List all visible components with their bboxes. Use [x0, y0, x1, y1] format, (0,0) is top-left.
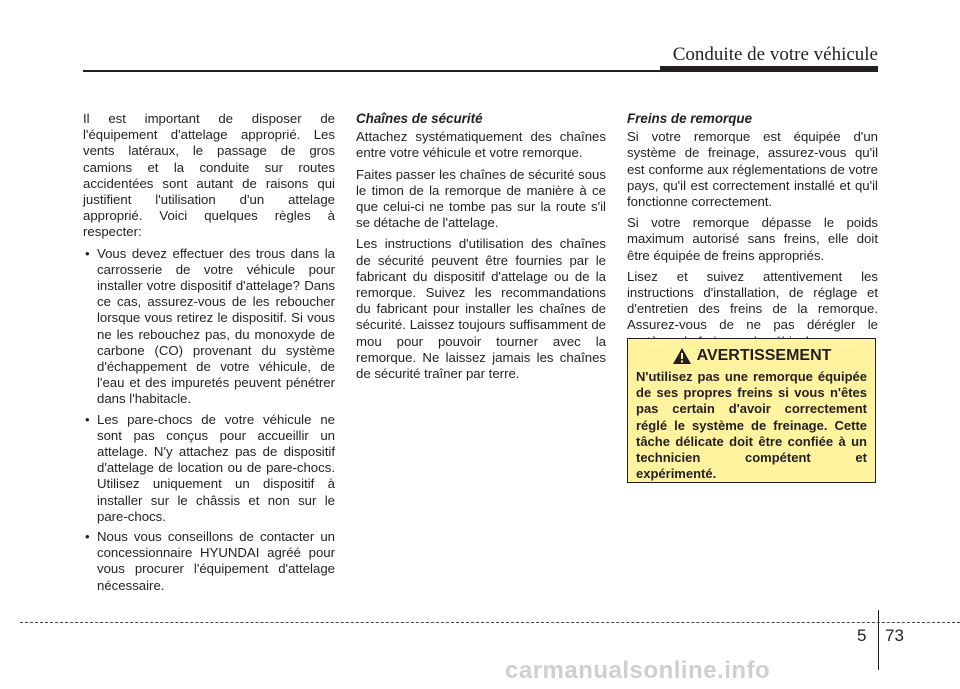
- intro-paragraph: Il est important de disposer de l'équipement d'attelage approprié. Les vents latéraux, le passage de gros camions et la conduite sur routes accidentées sont autant de raisons qui justifient l'utilisation d'un attelage approprié. Voici quelques règles à respecter:: [83, 111, 335, 240]
- list-item: • Vous devez effectuer des trous dans la carrosserie de votre véhicule pour installer votre dispositif d'attelage? Dans ce cas, assurez-vous de les reboucher lorsque vous retirez le dispositif. Si vous ne les rebouchez pas, du monoxyde de carbone (CO) provenant du système d'échappement de votre véhicule, de l'eau et des impuretés peuvent pénétrer dans l'habitacle.: [83, 246, 335, 408]
- list-item: • Nous vous conseillons de contacter un concessionnaire HYUNDAI agréé pour vous procurer l'équipement d'attelage nécessaire.: [83, 529, 335, 594]
- column-3: [627, 111, 878, 355]
- paragraph: Si votre remorque est équipée d'un système de freinage, assurez-vous qu'il est conforme aux réglementations de votre pays, qu'il est correctement installé et qu'il fonctionne correctement.: [627, 129, 878, 210]
- column-2: [356, 111, 606, 387]
- watermark: carmanualsonline.info: [505, 657, 771, 684]
- footer-dashed-rule: [20, 622, 960, 623]
- footer-divider: [878, 610, 879, 670]
- page-number: 73: [885, 626, 904, 645]
- rules-list: [83, 246, 335, 594]
- warning-title: AVERTISSEMENT: [696, 347, 832, 364]
- warning-box: [627, 338, 876, 483]
- warning-header: [636, 347, 867, 365]
- header-rule-accent: [660, 66, 878, 72]
- paragraph: Les instructions d'utilisation des chaînes de sécurité peuvent être fournies par le fabricant du dispositif d'attelage ou de la remorque. Suivez les recommandations du fabricant pour installer les chaînes de sécurité. Laissez toujours suffisamment de mou pour pouvoir tourner avec la remorque. Ne laissez jamais les chaînes de sécurité traîner par terre.: [356, 236, 606, 382]
- warning-text: N'utilisez pas une remorque équipée de ses propres freins si vous n'êtes pas certain d'avoir correctement réglé le système de freinage. Cette tâche délicate doit être confiée à un technicien compétent et expérimenté.: [636, 369, 867, 482]
- list-item: • Les pare-chocs de votre véhicule ne sont pas conçus pour accueillir un attelage. N'y attachez pas de dispositif d'attelage de location ou de pare-chocs. Utilisez uniquement un dispositif à installer sur le châssis et non sur le pare-chocs.: [83, 412, 335, 525]
- paragraph: Attachez systématiquement des chaînes entre votre véhicule et votre remorque.: [356, 129, 606, 161]
- paragraph: Lisez et suivez attentivement les instructions d'installation, de réglage et d'entretien des freins de la remorque. Assurez-vous de ne pas dérégler le: [627, 268, 878, 333]
- column-1: [83, 111, 335, 598]
- paragraph: Si votre remorque dépasse le poids maximum autorisé sans freins, elle doit être équipée de freins appropriés.: [627, 215, 878, 263]
- safety-chains-heading: Chaînes de sécurité: [356, 111, 483, 126]
- chapter-number: 5: [857, 626, 867, 645]
- trailer-brakes-heading: Freins de remorque: [627, 111, 753, 126]
- warning-triangle-icon: [672, 347, 692, 365]
- section-title: Conduite de votre véhicule: [672, 44, 878, 65]
- paragraph: Faites passer les chaînes de sécurité sous le timon de la remorque de manière à ce que celui-ci ne tombe pas sur la route s'il se détache de l'attelage.: [356, 166, 606, 231]
